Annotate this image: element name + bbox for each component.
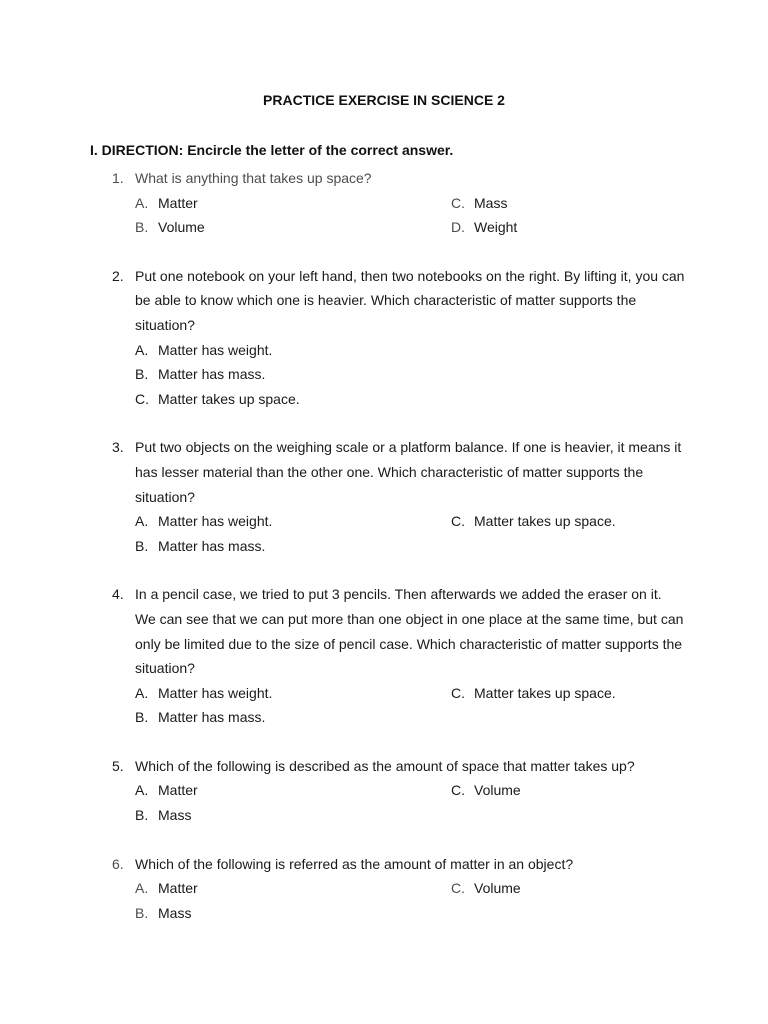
option-b: B. Matter has mass. xyxy=(135,709,266,726)
question-text: be able to know which one is heavier. Which characteristic of matter supports the xyxy=(135,292,637,309)
option-a: A. Matter has weight. xyxy=(135,341,273,358)
question-6 xyxy=(0,852,768,926)
question-list xyxy=(0,166,768,949)
direction-heading: I. DIRECTION: Encircle the letter of the correct answer. xyxy=(90,142,454,158)
question-text: situation? xyxy=(135,488,195,505)
option-a: A. Matter has weight. xyxy=(135,684,273,701)
question-3 xyxy=(0,435,768,558)
question-number: 3. xyxy=(112,439,124,456)
option-c: C. Matter takes up space. xyxy=(451,513,616,530)
question-number: 5. xyxy=(112,757,124,774)
question-text: Which of the following is referred as the amount of matter in an object? xyxy=(135,855,574,872)
option-d: D. Weight xyxy=(451,219,518,236)
question-number: 6. xyxy=(112,855,124,872)
question-text: Put two objects on the weighing scale or a platform balance. If one is heavier, it means it xyxy=(135,439,682,456)
question-text: situation? xyxy=(135,316,195,333)
question-5 xyxy=(0,754,768,828)
question-text: In a pencil case, we tried to put 3 pencils. Then afterwards we added the eraser on it. xyxy=(135,586,662,603)
question-1 xyxy=(0,166,768,240)
option-b: B. Volume xyxy=(135,219,205,236)
question-text: only be limited due to the size of pencil case. Which characteristic of matter supports the xyxy=(135,635,683,652)
question-text: has lesser material than the other one. Which characteristic of matter supports the xyxy=(135,463,644,480)
option-b: B. Mass xyxy=(135,904,192,921)
question-text: We can see that we can put more than one object in one place at the same time, but can xyxy=(135,610,684,627)
option-b: B. Mass xyxy=(135,807,192,824)
page-title: PRACTICE EXERCISE IN SCIENCE 2 xyxy=(263,92,505,108)
option-b: B. Matter has mass. xyxy=(135,366,266,383)
question-number: 4. xyxy=(112,586,124,603)
option-c: C. Volume xyxy=(451,782,521,799)
question-text: situation? xyxy=(135,660,195,677)
question-4 xyxy=(0,582,768,730)
question-number: 1. xyxy=(112,170,124,186)
option-c: C. Matter takes up space. xyxy=(135,390,300,407)
question-text: Which of the following is described as the amount of space that matter takes up? xyxy=(135,757,635,774)
question-number: 2. xyxy=(112,267,124,284)
option-b: B. Matter has mass. xyxy=(135,537,266,554)
question-text: What is anything that takes up space? xyxy=(135,170,372,186)
option-a: A. Matter xyxy=(135,194,198,211)
option-a: A. Matter xyxy=(135,880,198,897)
option-a: A. Matter xyxy=(135,782,198,799)
option-c: C. Volume xyxy=(451,880,521,897)
option-c: C. Matter takes up space. xyxy=(451,684,616,701)
question-2 xyxy=(0,264,768,412)
option-a: A. Matter has weight. xyxy=(135,513,273,530)
question-text: Put one notebook on your left hand, then two notebooks on the right. By lifting it, you can xyxy=(135,267,685,284)
option-c: C. Mass xyxy=(451,194,508,211)
